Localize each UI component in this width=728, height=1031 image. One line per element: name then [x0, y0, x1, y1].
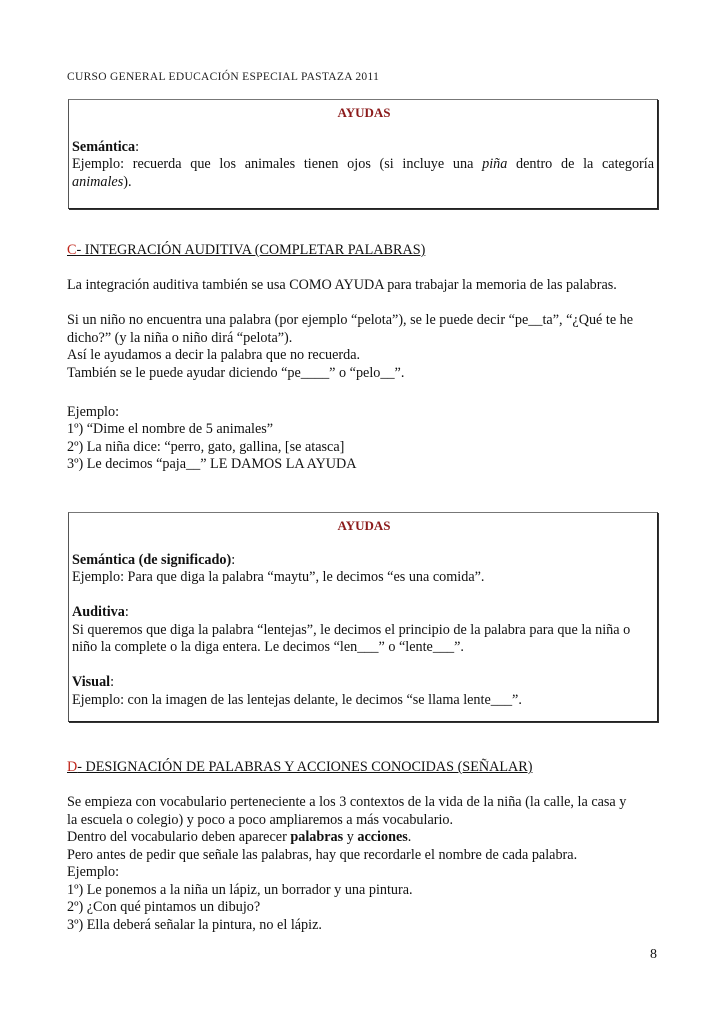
section-d-heading: D- DESIGNACIÓN DE PALABRAS Y ACCIONES CONOCIDAS (SEÑALAR): [67, 759, 533, 775]
visual-label: Visual:: [72, 674, 115, 690]
semantica-label: Semántica:: [72, 138, 140, 155]
example-label: Ejemplo:: [67, 403, 120, 420]
ayudas-box-1: [68, 99, 658, 209]
page-number: 8: [650, 947, 657, 962]
semantica-label: Semántica (de significado):: [72, 551, 236, 568]
section-d-paragraph-3: Pero antes de pedir que señale las palabras, hay que recordarle el nombre de cada palabra.: [67, 846, 578, 863]
section-c-heading: C- INTEGRACIÓN AUDITIVA (COMPLETAR PALABRAS): [67, 242, 426, 258]
page-header: CURSO GENERAL EDUCACIÓN ESPECIAL PASTAZA 2011: [67, 71, 380, 83]
example-step-2: 2º) ¿Con qué pintamos un dibujo?: [67, 899, 261, 915]
example-step-3: 3º) Le decimos “paja__” LE DAMOS LA AYUDA: [67, 456, 357, 472]
section-d-paragraph-2: Dentro del vocabulario deben aparecer palabras y acciones.: [67, 829, 412, 845]
section-d-paragraph-1-line-2: la escuela o colegio) y poco a poco ampliaremos a más vocabulario.: [67, 811, 454, 828]
section-c-paragraph-1: La integración auditiva también se usa COMO AYUDA para trabajar la memoria de las palabras.: [67, 277, 617, 293]
section-c-paragraph-2-line-4: También se le puede ayudar diciendo “pe____” o “pelo__”.: [67, 364, 405, 381]
example-label: Ejemplo:: [67, 864, 120, 880]
section-c: [67, 242, 659, 474]
example-step-1: 1º) Le ponemos a la niña un lápiz, un borrador y una pintura.: [67, 881, 413, 898]
box-title: AYUDAS: [337, 105, 391, 120]
semantica-text: Ejemplo: Para que diga la palabra “maytu”, le decimos “es una comida”.: [72, 569, 485, 585]
example-step-1: 1º) “Dime el nombre de 5 animales”: [67, 421, 274, 437]
section-d-paragraph-1-line-1: Se empieza con vocabulario perteneciente a los 3 contextos de la vida de la niña (la calle, la casa y: [67, 794, 627, 810]
box1-text-line1: Ejemplo: recuerda que los animales tienen ojos (si incluye una piña dentro de la categoría: [72, 156, 654, 172]
visual-text: Ejemplo: con la imagen de las lentejas delante, le decimos “se llama lente___”.: [72, 691, 522, 708]
auditiva-text-line-1: Si queremos que diga la palabra “lentejas”, le decimos el principio de la palabra para que la niña o: [72, 621, 631, 638]
section-c-paragraph-2-line-3: Así le ayudamos a decir la palabra que no recuerda.: [67, 347, 361, 363]
auditiva-label: Auditiva:: [72, 604, 129, 620]
ayudas-box-2: [68, 512, 658, 722]
box1-text-line2: animales).: [72, 173, 132, 190]
box-title: AYUDAS: [337, 518, 391, 533]
auditiva-text-line-2: niño la complete o la diga entera. Le decimos “len___” o “lente___”.: [72, 639, 464, 655]
section-c-paragraph-2-line-2: dicho?” (y la niña o niño dirá “pelota”).: [67, 329, 293, 346]
example-step-3: 3º) Ella deberá señalar la pintura, no el lápiz.: [67, 916, 322, 933]
example-step-2: 2º) La niña dice: “perro, gato, gallina, [se atasca]: [67, 438, 345, 455]
section-c-paragraph-2-line-1: Si un niño no encuentra una palabra (por ejemplo “pelota”), se le puede decir “pe__ta”, “¿Qué te he: [67, 312, 634, 328]
section-d: [67, 759, 659, 934]
